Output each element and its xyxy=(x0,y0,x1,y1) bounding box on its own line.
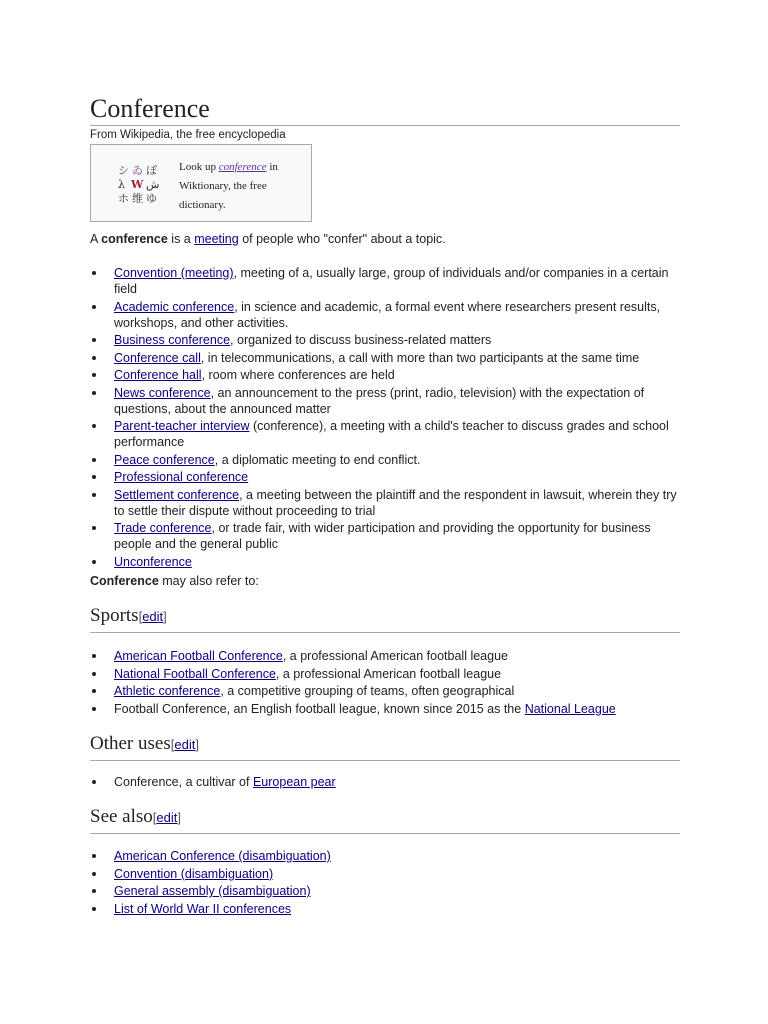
edit-section: [edit] xyxy=(170,737,199,752)
list-item xyxy=(90,648,680,664)
item-text: , a professional American football league xyxy=(282,649,508,663)
item-link[interactable]: Convention (disambiguation) xyxy=(114,866,274,881)
section-heading-other-uses xyxy=(90,731,680,761)
item-link[interactable]: Convention (meeting) xyxy=(114,266,234,280)
edit-section: [edit] xyxy=(138,609,167,624)
item-link[interactable]: Conference hall xyxy=(114,368,202,382)
other-uses-list xyxy=(90,774,680,792)
item-link[interactable]: Settlement conference xyxy=(114,487,240,502)
item-text: (conference), a meeting with a child's teacher to discuss grades and school performance xyxy=(114,419,669,449)
list-item xyxy=(90,332,680,348)
wiktionary-link[interactable]: conference xyxy=(218,161,267,173)
section-title: See also xyxy=(90,806,153,827)
item-link[interactable]: National Football Conference xyxy=(114,666,276,681)
item-link[interactable]: General assembly (disambiguation) xyxy=(114,884,311,898)
item-link[interactable]: Athletic conference xyxy=(114,684,221,698)
meeting-link[interactable]: meeting xyxy=(194,232,239,246)
item-text: , an announcement to the press (print, radio, television) with the expectation of questions, about the announced matter xyxy=(114,385,645,416)
intro-term: conference xyxy=(101,232,168,246)
list-item xyxy=(90,385,680,417)
logo-glyph: ゆ xyxy=(146,192,157,205)
wiktionary-box xyxy=(90,144,312,222)
edit-link[interactable]: edit xyxy=(174,737,196,752)
item-text: , a competitive grouping of teams, often geographical xyxy=(220,684,515,698)
list-item xyxy=(90,299,680,331)
list-item xyxy=(90,520,680,552)
item-link[interactable]: Business conference xyxy=(114,333,231,347)
list-item xyxy=(90,701,680,717)
also-refer xyxy=(90,574,259,588)
page-title: Conference xyxy=(90,93,680,126)
item-link[interactable]: American Conference (disambiguation) xyxy=(114,849,331,863)
edit-section: [edit] xyxy=(152,810,182,825)
logo-glyph: シ xyxy=(118,164,129,177)
item-text: Conference, a cultivar of xyxy=(114,775,253,789)
item-link[interactable]: Unconference xyxy=(114,554,192,569)
item-text: , a professional American football league xyxy=(275,666,502,681)
list-item xyxy=(90,866,680,882)
wiktionary-suffix: in Wiktionary, the free dictionary. xyxy=(179,161,278,211)
list-item xyxy=(90,848,680,864)
edit-link[interactable]: edit xyxy=(142,609,164,624)
section-title: Other uses xyxy=(90,733,171,754)
item-text: , in science and academic, a formal event where researchers present results, workshops, and other activities. xyxy=(114,299,661,330)
item-text: , room where conferences are held xyxy=(201,368,395,382)
logo-glyph: λ xyxy=(118,178,125,191)
item-text: , in telecommunications, a call with more than two participants at the same time xyxy=(200,350,640,365)
item-text: , organized to discuss business-related matters xyxy=(230,333,492,347)
list-item xyxy=(90,774,680,790)
item-link[interactable]: Academic conference xyxy=(114,299,235,314)
item-link[interactable]: National League xyxy=(524,701,616,716)
list-item xyxy=(90,265,680,297)
list-item xyxy=(90,469,680,485)
item-link[interactable]: European pear xyxy=(252,775,336,789)
wiktionary-prefix: Look up xyxy=(179,161,219,173)
also-text: may also refer to: xyxy=(158,574,259,588)
section-heading-see-also xyxy=(90,804,680,834)
item-text: , a diplomatic meeting to end conflict. xyxy=(214,452,421,467)
item-link[interactable]: American Football Conference xyxy=(114,649,283,663)
list-item xyxy=(90,554,680,570)
logo-glyph: 维 xyxy=(132,192,143,205)
item-text: Football Conference, an English football league, known since 2015 as the xyxy=(114,701,525,716)
logo-glyph: ش xyxy=(146,178,160,191)
tagline: From Wikipedia, the free encyclopedia xyxy=(90,129,286,141)
intro-text: of people who "confer" about a topic. xyxy=(238,232,446,246)
intro-paragraph xyxy=(90,231,680,247)
see-also-list xyxy=(90,848,680,918)
list-item xyxy=(90,367,680,383)
wiktionary-logo-icon xyxy=(117,163,161,205)
logo-glyph: ホ xyxy=(118,192,129,205)
item-link[interactable]: Conference call xyxy=(114,350,201,365)
list-item xyxy=(90,418,680,450)
wiktionary-text xyxy=(179,158,304,215)
list-item xyxy=(90,452,680,468)
logo-glyph: ゐ xyxy=(132,164,143,177)
section-title: Sports xyxy=(90,605,139,626)
intro-text: A xyxy=(90,232,102,246)
item-link[interactable]: Peace conference xyxy=(114,452,215,467)
intro-text: is a xyxy=(167,232,195,246)
list-item xyxy=(90,666,680,682)
item-link[interactable]: Parent-teacher interview xyxy=(114,419,250,433)
meanings-list xyxy=(90,265,680,571)
list-item xyxy=(90,350,680,366)
item-link[interactable]: Professional conference xyxy=(114,470,249,484)
item-text: , or trade fair, with wider participation and providing the opportunity for business people and the general public xyxy=(114,521,651,551)
edit-link[interactable]: edit xyxy=(156,810,178,825)
also-term: Conference xyxy=(90,574,159,588)
item-link[interactable]: Trade conference xyxy=(114,521,212,535)
logo-glyph: ぽ xyxy=(146,164,157,177)
list-item xyxy=(90,487,680,519)
list-item xyxy=(90,901,680,917)
item-link[interactable]: List of World War II conferences xyxy=(114,901,292,916)
list-item xyxy=(90,883,680,899)
item-link[interactable]: News conference xyxy=(114,385,211,400)
item-text: , a meeting between the plaintiff and the respondent in lawsuit, wherein they try to settle their dispute without proceeding to trial xyxy=(114,487,677,518)
item-text: , meeting of a, usually large, group of individuals and/or companies in a certain field xyxy=(114,266,669,296)
section-heading-sports xyxy=(90,603,680,633)
logo-glyph: W xyxy=(131,178,144,191)
sports-list xyxy=(90,648,680,718)
list-item xyxy=(90,683,680,699)
